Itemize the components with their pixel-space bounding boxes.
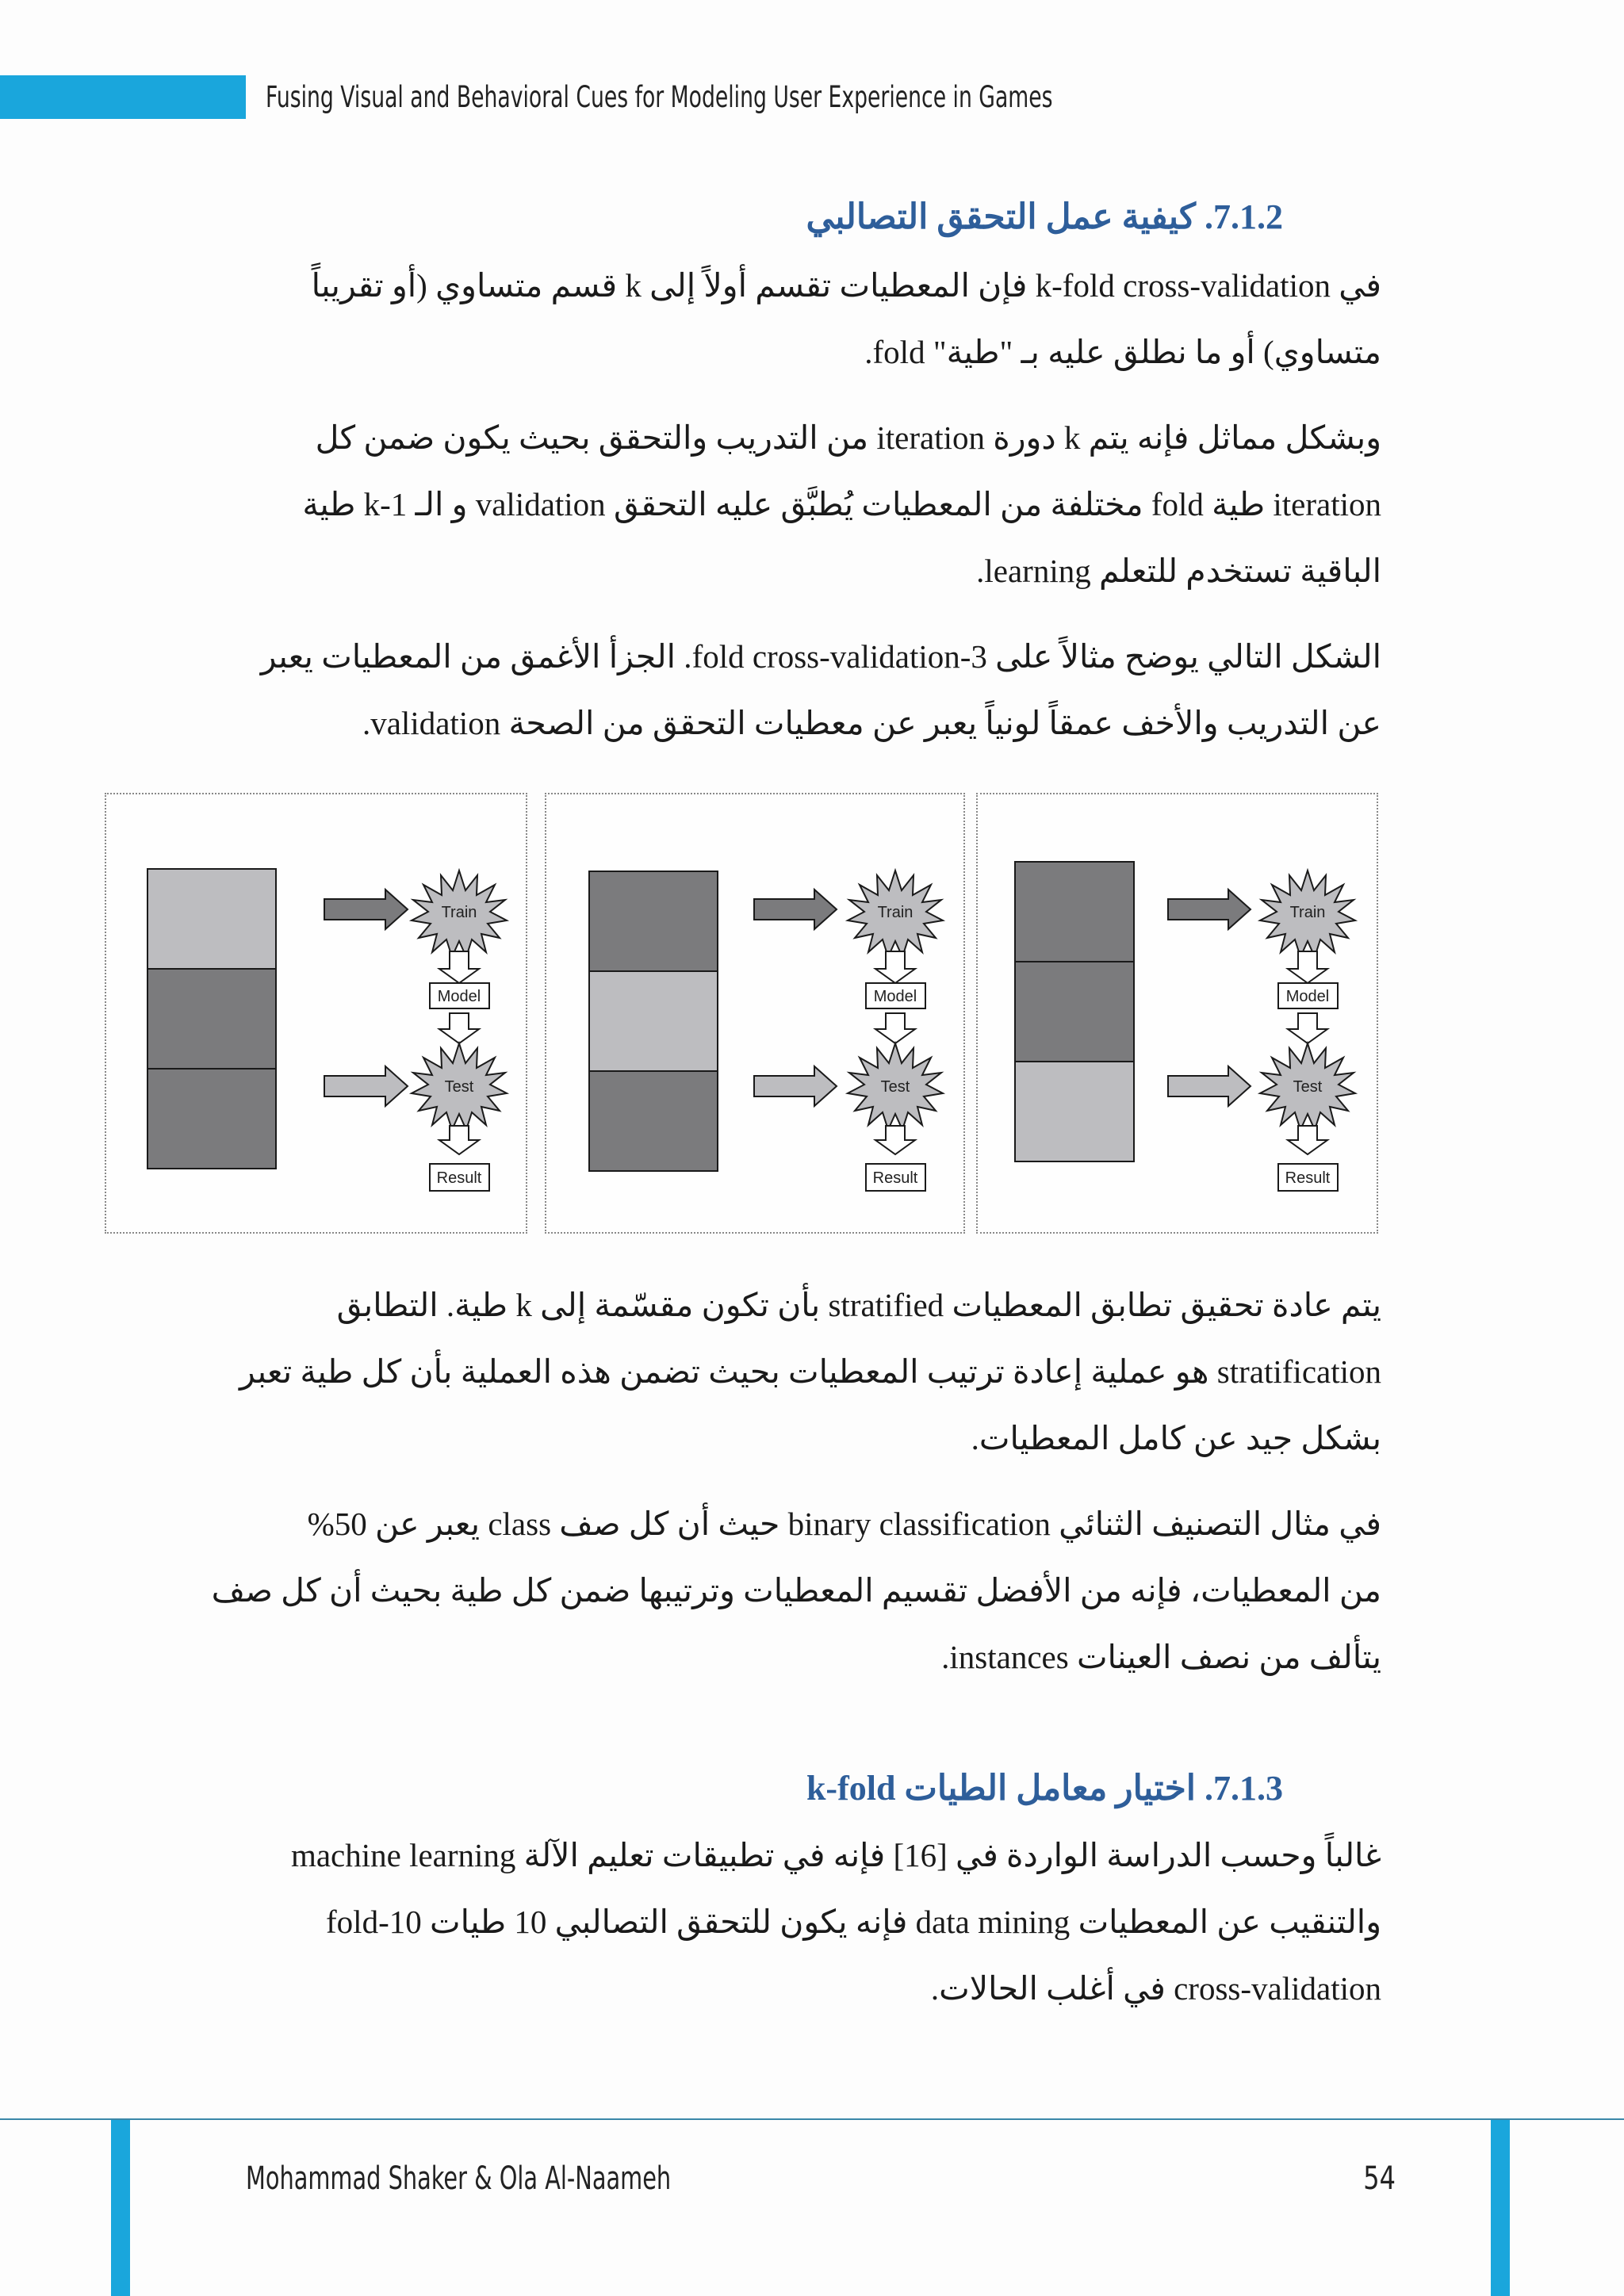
paragraph-line: الشكل التالي يوضح مثالاً على 3-fold cross-validation. الجزأ الأغمق من المعطيات يعبر xyxy=(260,638,1381,675)
fold-block-train xyxy=(1015,962,1134,1062)
arrow-down-icon xyxy=(1288,1126,1327,1154)
arrow-down-icon xyxy=(439,1013,479,1043)
fold-block-train xyxy=(589,1071,718,1171)
paragraph-line: iteration طية fold مختلفة من المعطيات يُطبَّق عليه التحقق validation و الـ k-1 طية xyxy=(302,486,1381,522)
arrow-right-icon xyxy=(1168,890,1251,929)
fold-panel-2-diagram xyxy=(546,794,967,1235)
model-label: Model xyxy=(873,988,917,1005)
arrow-down-icon xyxy=(875,951,915,983)
footer-accent-bar-left xyxy=(111,2120,130,2296)
page-number: 54 xyxy=(1363,2160,1396,2197)
footer-accent-bar-right xyxy=(1491,2120,1510,2296)
footer-rule xyxy=(0,2118,1624,2120)
arrow-down-icon xyxy=(439,951,479,983)
fold-block-validation xyxy=(1015,1062,1134,1161)
footer-authors: Mohammad Shaker & Ola Al-Naameh xyxy=(246,2160,672,2197)
running-header-title: Fusing Visual and Behavioral Cues for Modeling User Experience in Games xyxy=(266,80,1053,114)
arrow-down-icon xyxy=(1288,1013,1327,1043)
arrow-down-icon xyxy=(875,1126,915,1154)
paragraph-kfold-intro xyxy=(246,252,1381,385)
paragraph-line: من المعطيات، فإنه من الأفضل تقسيم المعطيات وترتيبها ضمن كل طية بحيث أن كل صف xyxy=(211,1572,1381,1609)
model-label: Model xyxy=(1285,988,1330,1005)
paragraph-line: stratification هو عملية إعادة ترتيب المعطيات بحيث تضمن هذه العملية بأن كل طية تعبر xyxy=(239,1353,1381,1390)
paragraph-line: عن التدريب والأخف عمقاً لونياً يعبر عن معطيات التحقق من الصحة validation. xyxy=(362,705,1381,741)
paragraph-kfold-choice xyxy=(246,1822,1381,2022)
paragraph-binary-classification xyxy=(211,1490,1381,1690)
arrow-down-icon xyxy=(439,1126,479,1154)
train-label: Train xyxy=(441,904,477,921)
fold-block-train xyxy=(147,1069,276,1169)
fold-panel-2 xyxy=(545,793,965,1234)
fold-panel-3-diagram xyxy=(978,794,1380,1235)
paragraph-line: والتنقيب عن المعطيات data mining فإنه يكون للتحقق التصالبي 10 طيات 10-fold xyxy=(326,1904,1381,1940)
fold-block-validation xyxy=(147,869,276,969)
paragraph-line: يتألف من نصف العينات instances. xyxy=(941,1639,1381,1675)
fold-block-train xyxy=(589,871,718,971)
result-label: Result xyxy=(1285,1169,1331,1187)
fold-block-train xyxy=(147,969,276,1069)
train-label: Train xyxy=(1289,904,1326,921)
paragraph-line: الباقية تستخدم للتعلم learning. xyxy=(976,553,1381,589)
test-label: Test xyxy=(880,1078,910,1096)
arrow-right-icon xyxy=(324,890,408,929)
paragraph-iterations xyxy=(246,404,1381,604)
arrow-down-icon xyxy=(875,1013,915,1043)
test-label: Test xyxy=(444,1078,474,1096)
arrow-right-icon xyxy=(754,890,837,929)
arrow-right-icon xyxy=(324,1066,408,1106)
paragraph-line: وبشكل مماثل فإنه يتم k دورة iteration من التدريب والتحقق بحيث يكون ضمن كل xyxy=(315,419,1381,456)
paragraph-line: في مثال التصنيف الثنائي binary classification حيث أن كل صف class يعبر عن 50% xyxy=(307,1506,1381,1542)
paragraph-figure-intro xyxy=(246,623,1381,756)
fold-panel-3 xyxy=(976,793,1378,1234)
result-label: Result xyxy=(872,1169,918,1187)
paragraph-stratified xyxy=(239,1272,1381,1471)
paragraph-line: cross-validation في أغلب الحالات. xyxy=(930,1970,1381,2007)
arrow-right-icon xyxy=(1168,1066,1251,1106)
test-label: Test xyxy=(1293,1078,1323,1096)
result-label: Result xyxy=(436,1169,482,1187)
arrow-down-icon xyxy=(1288,951,1327,983)
section-heading-7-1-3: 7.1.3. اختيار معامل الطيات k-fold xyxy=(806,1769,1283,1808)
train-label: Train xyxy=(877,904,914,921)
model-label: Model xyxy=(437,988,481,1005)
paragraph-line: متساوي) أو ما نطلق عليه بـ "طية" fold. xyxy=(864,334,1381,370)
paragraph-line: يتم عادة تحقيق تطابق المعطيات stratified بأن تكون مقسّمة إلى k طية. التطابق xyxy=(336,1287,1381,1323)
section-heading-7-1-2: 7.1.2. كيفية عمل التحقق التصالبي xyxy=(806,197,1283,236)
paragraph-line: بشكل جيد عن كامل المعطيات. xyxy=(971,1420,1381,1456)
paragraph-line: غالباً وحسب الدراسة الواردة في [16] فإنه في تطبيقات تعليم الآلة machine learning xyxy=(290,1837,1381,1873)
arrow-right-icon xyxy=(754,1066,837,1106)
fold-block-train xyxy=(1015,862,1134,962)
fold-panel-1-diagram xyxy=(106,794,529,1235)
fold-block-validation xyxy=(589,971,718,1071)
header-accent-bar xyxy=(0,75,246,119)
fold-panel-1 xyxy=(105,793,527,1234)
paragraph-line: في k-fold cross-validation فإن المعطيات تقسم أولاً إلى k قسم متساوي (أو تقريباً xyxy=(311,267,1381,304)
